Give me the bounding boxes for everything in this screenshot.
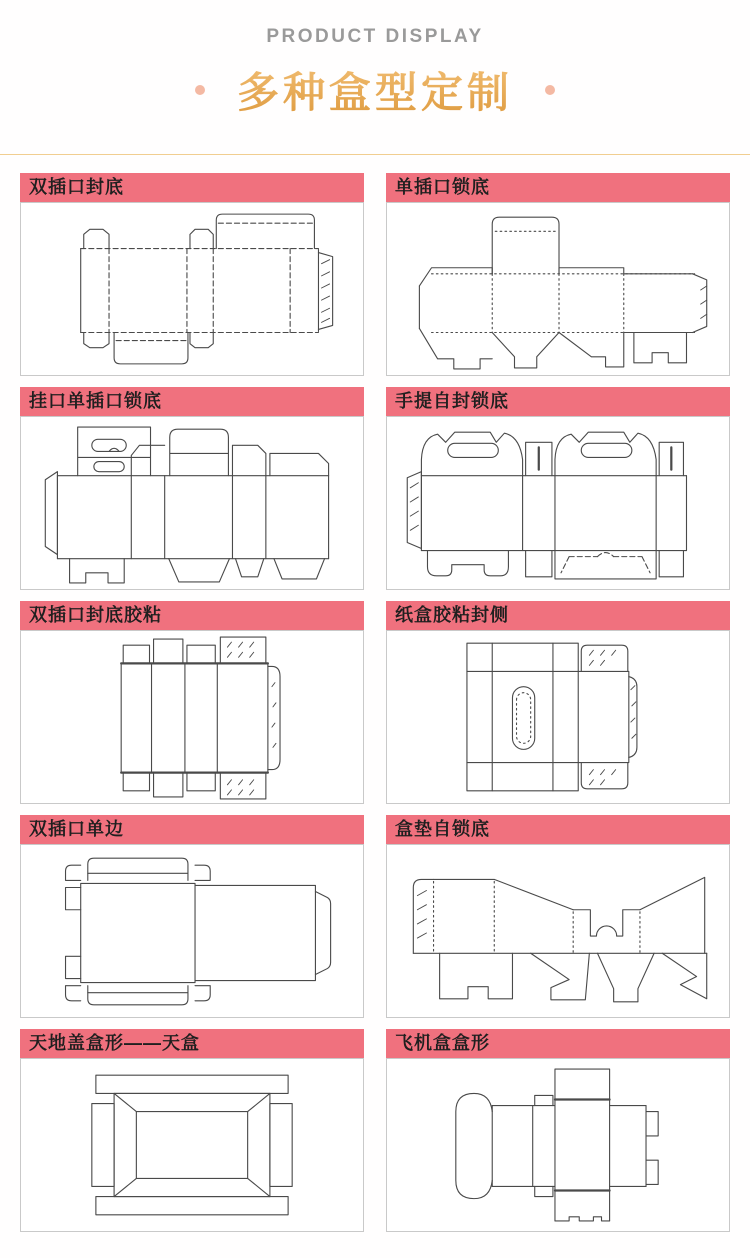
box-type-label: 飞机盒盒形 xyxy=(386,1029,730,1058)
double-tuck-single-side-dieline xyxy=(21,845,363,1017)
box-type-card-2 xyxy=(386,173,730,376)
box-type-label: 挂口单插口锁底 xyxy=(20,387,364,416)
gold-divider xyxy=(0,154,750,155)
handle-self-seal-lock-bottom-dieline xyxy=(387,417,729,589)
box-type-card-7 xyxy=(20,815,364,1018)
box-type-card-8 xyxy=(386,815,730,1018)
section-eyebrow: PRODUCT DISPLAY xyxy=(266,26,484,47)
double-tuck-seal-bottom-dieline xyxy=(21,203,363,375)
box-type-card-4 xyxy=(386,387,730,590)
top-bottom-lid-box-dieline xyxy=(21,1059,363,1231)
box-type-grid xyxy=(20,173,730,1232)
box-pad-self-lock-bottom-dieline xyxy=(387,845,729,1017)
section-title-row xyxy=(0,60,750,120)
box-type-label: 双插口封底 xyxy=(20,173,364,202)
box-type-label: 盒垫自锁底 xyxy=(386,815,730,844)
box-type-card-5 xyxy=(20,601,364,804)
airplane-box-dieline xyxy=(387,1059,729,1231)
double-tuck-seal-bottom-glued-dieline xyxy=(21,631,363,803)
box-type-card-3 xyxy=(20,387,364,590)
box-type-label: 双插口封底胶粘 xyxy=(20,601,364,630)
box-type-label: 手提自封锁底 xyxy=(386,387,730,416)
section-header xyxy=(0,0,750,155)
title-right-dot-icon xyxy=(545,85,555,95)
box-type-label: 纸盒胶粘封侧 xyxy=(386,601,730,630)
box-type-card-1 xyxy=(20,173,364,376)
hang-tab-single-tuck-lock-bottom-dieline xyxy=(21,417,363,589)
box-type-label: 单插口锁底 xyxy=(386,173,730,202)
carton-glued-side-seal-dieline xyxy=(387,631,729,803)
title-left-dot-icon xyxy=(195,85,205,95)
box-type-label: 天地盖盒形——天盒 xyxy=(20,1029,364,1058)
box-type-label: 双插口单边 xyxy=(20,815,364,844)
box-type-card-9 xyxy=(20,1029,364,1232)
section-title: 多种盒型定制 xyxy=(237,60,513,120)
single-tuck-lock-bottom-dieline xyxy=(387,203,729,375)
box-type-card-10 xyxy=(386,1029,730,1232)
box-type-card-6 xyxy=(386,601,730,804)
